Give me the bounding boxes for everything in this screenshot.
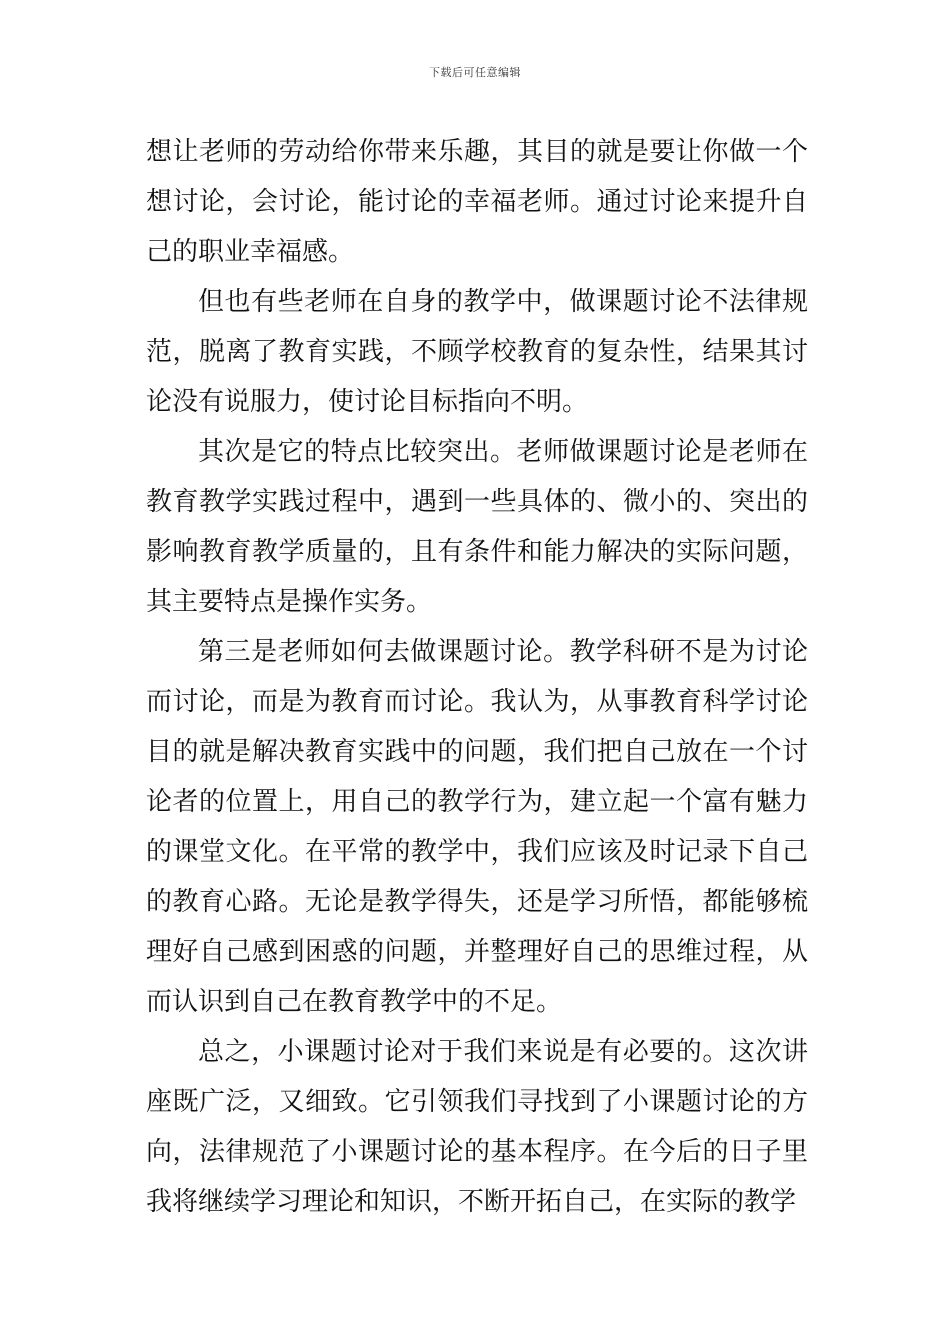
document-body bbox=[146, 127, 808, 1227]
paragraph-2: 但也有些老师在自身的教学中，做课题讨论不法律规范，脱离了教育实践，不顾学校教育的复杂性，结果其讨论没有说服力，使讨论目标指向不明。 bbox=[146, 287, 808, 417]
page-header: 下载后可任意编辑 bbox=[429, 66, 521, 79]
paragraph-3: 其次是它的特点比较突出。老师做课题讨论是老师在教育教学实践过程中，遇到一些具体的、微小的、突出的影响教育教学质量的，且有条件和能力解决的实际问题，其主要特点是操作实务。 bbox=[146, 437, 808, 617]
paragraph-1: 想让老师的劳动给你带来乐趣，其目的就是要让你做一个想讨论，会讨论，能讨论的幸福老师。通过讨论来提升自己的职业幸福感。 bbox=[146, 137, 808, 267]
paragraph-4: 第三是老师如何去做课题讨论。教学科研不是为讨论而讨论，而是为教育而讨论。我认为，从事教育科学讨论目的就是解决教育实践中的问题，我们把自己放在一个讨论者的位置上，用自己的教学行为，建立起一个富有魅力的课堂文化。在平常的教学中，我们应该及时记录下自己的教育心路。无论是教学得失，还是学习所悟，都能够梳理好自己感到困惑的问题，并整理好自己的思维过程，从而认识到自己在教育教学中的不足。 bbox=[146, 637, 808, 1017]
paragraph-5: 总之，小课题讨论对于我们来说是有必要的。这次讲座既广泛，又细致。它引领我们寻找到了小课题讨论的方向，法律规范了小课题讨论的基本程序。在今后的日子里我将继续学习理论和知识，不断开拓自己，在实际的教学 bbox=[146, 1037, 808, 1217]
